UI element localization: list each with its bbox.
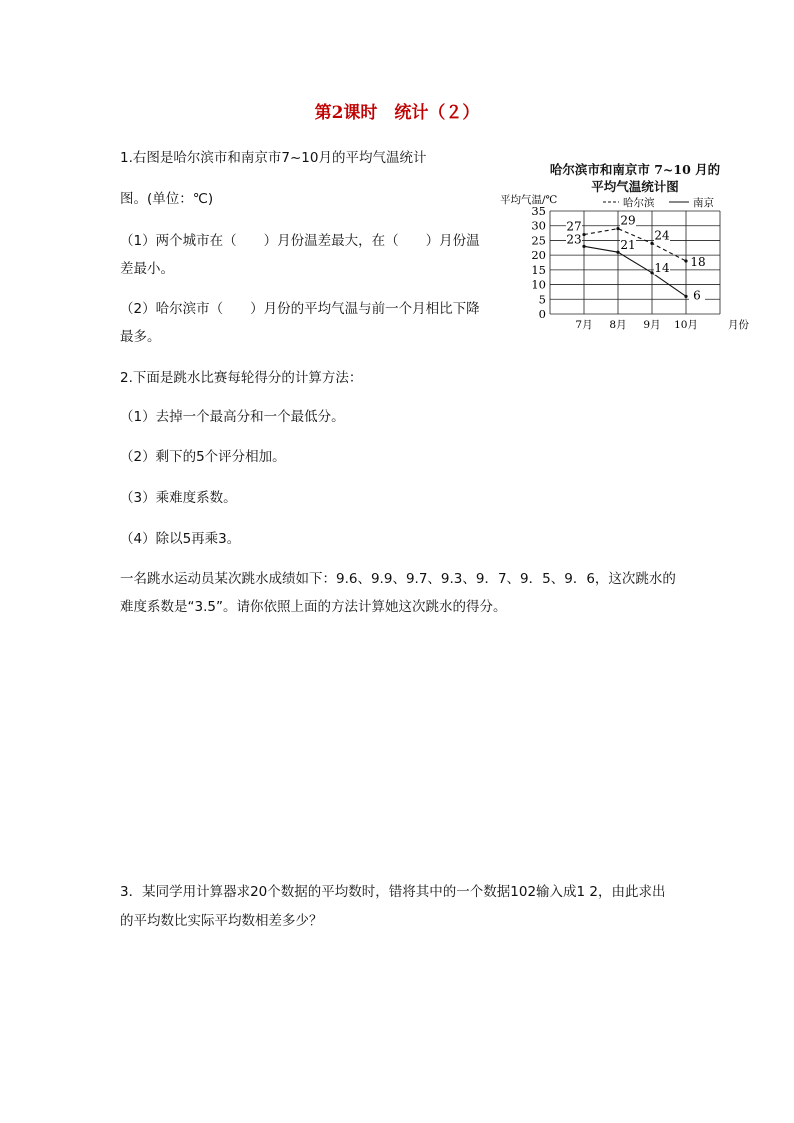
x-tick-label: 7月 bbox=[575, 319, 593, 331]
data-label: 18 bbox=[690, 255, 706, 270]
q2-step1: （1）去掉一个最高分和一个最低分。 bbox=[120, 409, 345, 425]
y-tick-label: 0 bbox=[538, 307, 546, 321]
y-tick-label: 30 bbox=[531, 218, 546, 233]
y-axis-label: 平均气温/℃ bbox=[500, 194, 558, 206]
chart-title-line2: 平均气温统计图 bbox=[591, 179, 679, 194]
y-tick-label: 25 bbox=[531, 233, 546, 248]
chart-title-line1: 哈尔滨市和南京市 7~10 月的 bbox=[549, 162, 721, 177]
series-line-1 bbox=[584, 246, 686, 296]
data-point bbox=[684, 259, 687, 262]
data-point bbox=[684, 295, 687, 298]
data-point bbox=[616, 251, 619, 254]
q1-sub2-line2: 最多。 bbox=[120, 329, 161, 345]
q2-step3: （3）乘难度系数。 bbox=[120, 490, 237, 506]
y-tick-label: 20 bbox=[531, 248, 546, 263]
q1-line2: 图。(单位：℃) bbox=[120, 191, 214, 207]
data-label: 14 bbox=[654, 260, 670, 275]
data-label: 21 bbox=[620, 238, 636, 253]
temperature-line-chart bbox=[495, 150, 749, 340]
y-tick-label: 10 bbox=[531, 277, 546, 292]
data-label: 29 bbox=[620, 213, 636, 228]
q2-step2: （2）剩下的5个评分相加。 bbox=[120, 449, 286, 465]
page-title: 第2课时 统计（２） bbox=[314, 103, 480, 123]
data-label: 23 bbox=[566, 232, 582, 247]
q2-body-line1: 一名跳水运动员某次跳水成绩如下：9.6、9.9、9.7、9.3、9．7、9．5、9．6，这次跳水的 bbox=[120, 571, 676, 587]
y-tick-label: 15 bbox=[531, 262, 546, 277]
x-tick-label: 8月 bbox=[609, 319, 627, 331]
data-label: 6 bbox=[693, 288, 701, 303]
data-label: 27 bbox=[566, 219, 582, 234]
q1-sub1-line1: （1）两个城市在（ ）月份温差最大，在（ ）月份温 bbox=[120, 233, 480, 249]
q2-step4: （4）除以5再乘3。 bbox=[120, 531, 241, 547]
data-label: 24 bbox=[654, 228, 670, 243]
y-tick-label: 35 bbox=[531, 204, 546, 218]
q1-line1: 1.右图是哈尔滨市和南京市7~10月的平均气温统计 bbox=[120, 150, 427, 166]
data-point bbox=[582, 245, 585, 248]
q3-line2: 的平均数比实际平均数相差多少？ bbox=[120, 913, 323, 929]
legend-label-nanjing: 南京 bbox=[693, 197, 714, 209]
q2-intro: 2.下面是跳水比赛每轮得分的计算方法： bbox=[120, 370, 363, 386]
x-tick-label: 10月 bbox=[674, 319, 698, 331]
data-point bbox=[616, 227, 619, 230]
y-tick-label: 5 bbox=[538, 292, 546, 307]
x-axis-label: 月份 bbox=[728, 319, 749, 331]
x-tick-label: 9月 bbox=[643, 319, 661, 331]
q1-sub2-line1: （2）哈尔滨市（ ）月份的平均气温与前一个月相比下降 bbox=[120, 301, 480, 317]
q3-line1: 3．某同学用计算器求20个数据的平均数时，错将其中的一个数据102输入成1 2，由此求出 bbox=[120, 884, 666, 900]
legend-label-harbin: 哈尔滨 bbox=[623, 197, 655, 209]
q2-body-line2: 难度系数是“3.5”。请你依照上面的方法计算她这次跳水的得分。 bbox=[120, 599, 507, 615]
data-point bbox=[650, 271, 653, 274]
q1-sub1-line2: 差最小。 bbox=[120, 261, 174, 277]
data-point bbox=[650, 242, 653, 245]
data-point bbox=[582, 233, 585, 236]
